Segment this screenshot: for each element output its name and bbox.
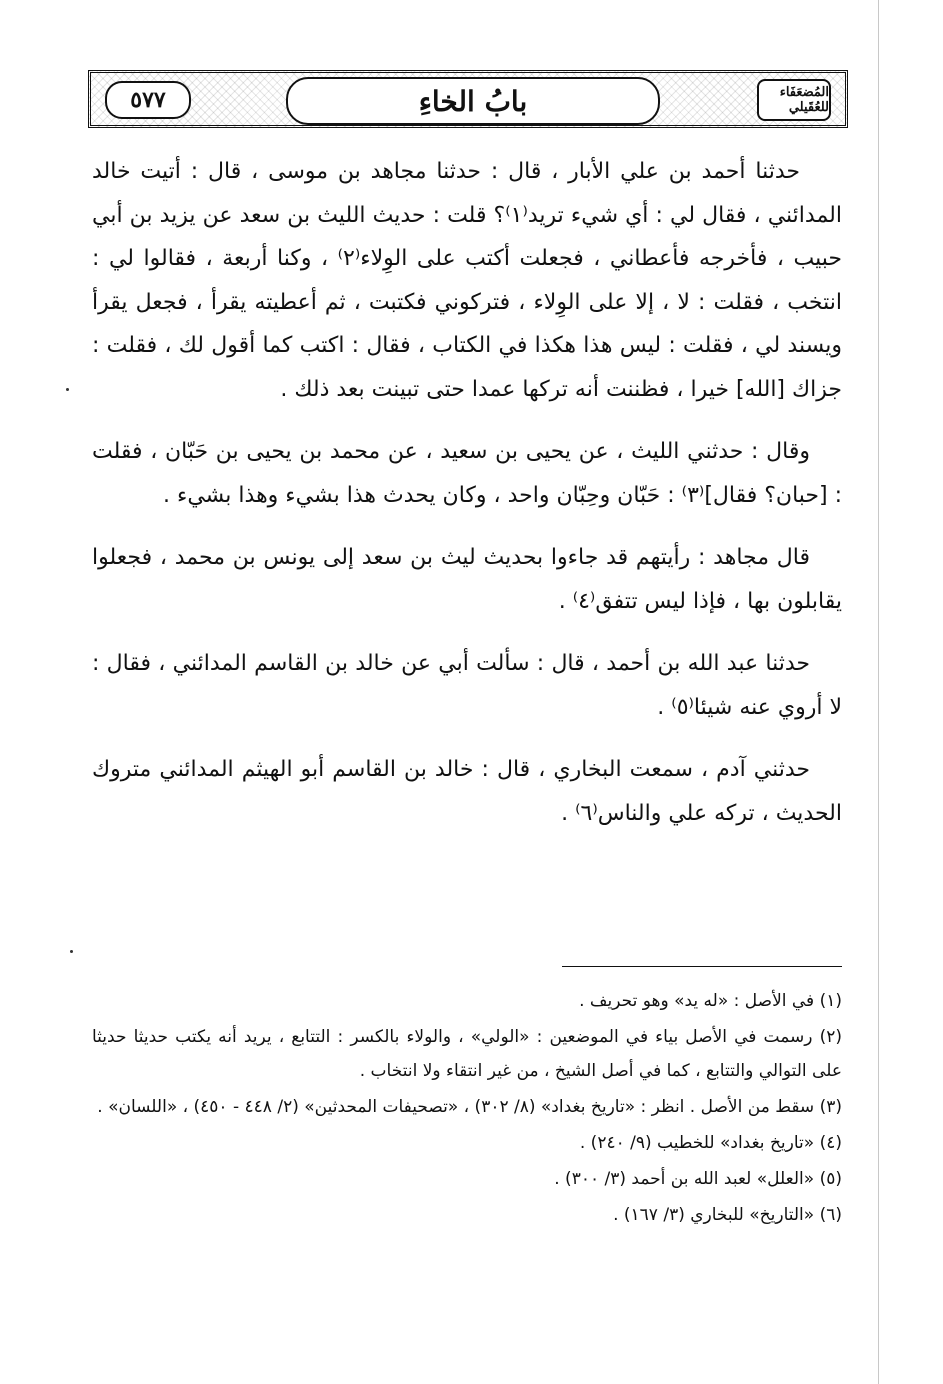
footnote: (٢) رسمت في الأصل بياء في الموضعين : «الولي» ، والولاء بالكسر : التتابع ، يريد أنه يكتب حديثا حديثا على التوالي والتتابع ، كما في أصل الشيخ ، من غير انتقاء ولا انتخاب . (92, 1027, 842, 1081)
chapter-title: بابُ الخاءِ (418, 84, 528, 118)
main-text (92, 150, 842, 854)
paragraph: قال مجاهد : رأيتهم قد جاءوا بحديث ليث بن سعد إلى يونس بن محمد ، فجعلوا يقابلون بها ، فإذا ليس تتفق⁽٤⁾ . (92, 545, 842, 614)
footnote: (٦) «التاريخ» للبخاري (٣/ ١٦٧) . (613, 1205, 842, 1225)
page-gutter-line (878, 0, 879, 1384)
page-header (88, 70, 848, 128)
footnote: (١) في الأصل : «له يد» وهو تحريف . (579, 991, 842, 1011)
paragraph: وقال : حدثني الليث ، عن يحيى بن سعيد ، عن محمد بن يحيى بن حَبّان ، فقلت : [حبان؟ فقال]⁽٣⁾ : حَبّان وحِبّان واحد ، وكان يحدث هذا بشيء وهذا بشيء . (92, 439, 842, 508)
paragraph: حدثنا أحمد بن علي الأبار ، قال : حدثنا مجاهد بن موسى ، قال : أتيت خالد المدائني ، فقال لي : أي شيء تريد⁽١⁾؟ قلت : حديث الليث بن سعد عن يزيد بن أبي حبيب ، فأخرجه فأعطاني ، فجعلت أكتب على الوِلاء⁽٢⁾ ، وكنا أربعة ، فقالوا لي : انتخب ، فقلت : لا ، إلا على الوِلاء ، فتركوني فكتبت ، ثم أعطيته يقرأ ، فجعل يقرأ ويسند لي ، فقلت : ليس هذا هكذا في الكتاب ، فقال : اكتب كما أقول لك ، فقلت : جزاك [الله] خيرا ، فظننت أنه تركها عمدا حتى تبينت بعد ذلك . (92, 159, 842, 402)
paragraph: حدثني آدم ، سمعت البخاري ، قال : خالد بن القاسم أبو الهيثم المدائني متروك الحديث ، تركه علي والناس⁽٦⁾ . (92, 757, 842, 826)
book-logo-text: المُضعَفَاء للعُقَيلي (779, 85, 829, 115)
footnote-separator (562, 966, 842, 967)
margin-mark (66, 388, 69, 391)
footnote: (٣) سقط من الأصل . انظر : «تاريخ بغداد» (٨/ ٣٠٢) ، «تصحيفات المحدثين» (٢/ ٤٤٨ - ٤٥٠) ، «اللسان» . (97, 1097, 842, 1117)
footnotes (92, 984, 842, 1234)
page-number: ٥٧٧ (130, 87, 166, 113)
header-title-frame (286, 77, 660, 125)
page-number-frame (105, 81, 191, 119)
book-logo (757, 79, 831, 121)
footnote: (٤) «تاريخ بغداد» للخطيب (٩/ ٢٤٠) . (579, 1133, 842, 1153)
margin-mark (70, 950, 73, 953)
paragraph: حدثنا عبد الله بن أحمد ، قال : سألت أبي عن خالد بن القاسم المدائني ، فقال : لا أروي عنه شيئا⁽٥⁾ . (92, 651, 842, 720)
footnote: (٥) «العلل» لعبد الله بن أحمد (٣/ ٣٠٠) . (554, 1169, 842, 1189)
